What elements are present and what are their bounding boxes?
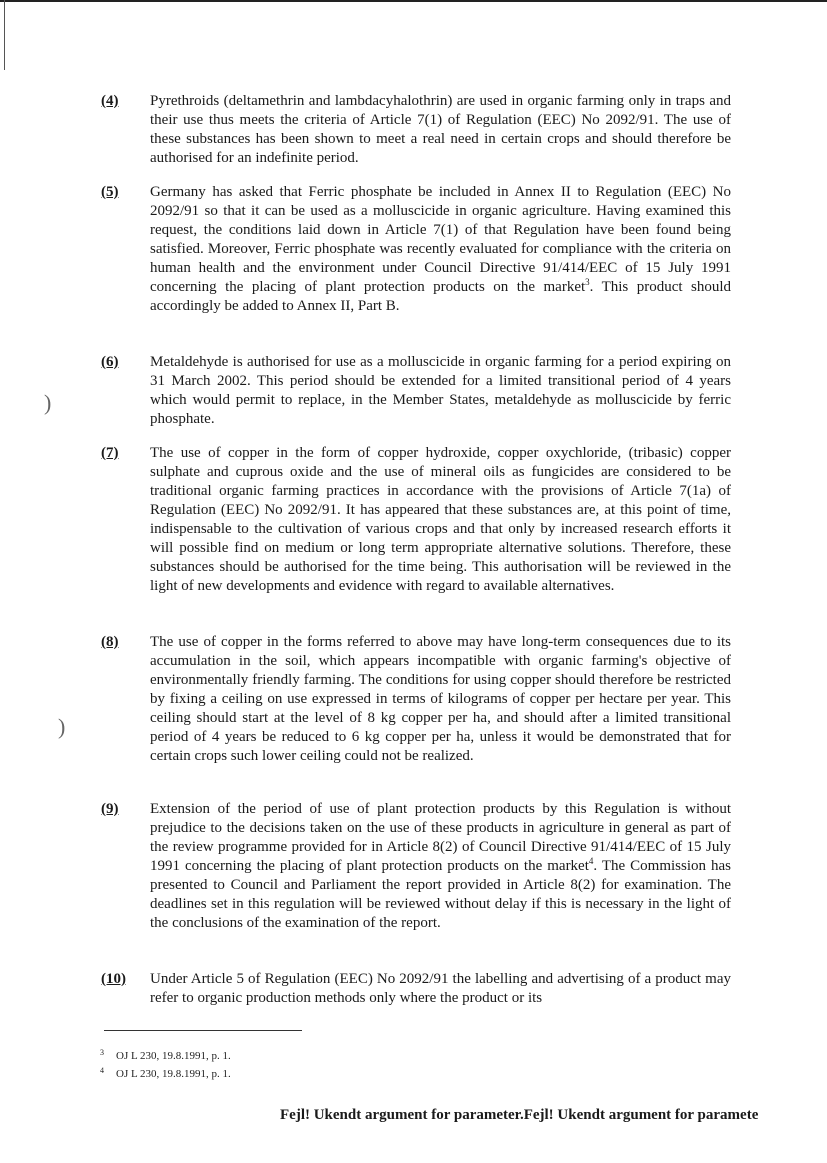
footnote-number: 3 <box>100 1048 104 1057</box>
footnote-ref: 4 <box>588 856 594 866</box>
recital-9 <box>101 800 731 933</box>
recital-text-part: . This product should accordingly be added to Annex II, Part B. <box>150 279 731 314</box>
recital-text: Under Article 5 of Regulation (EEC) No 2092/91 the labelling and advertising of a product may refer to organic production methods only where the product or its <box>150 971 731 1006</box>
recital-number: (8) <box>101 634 119 650</box>
recital-text-part: Germany has asked that Ferric phosphate be included in Annex II to Regulation (EEC) No 2092/91 so that it can be used as a molluscicide in organic agriculture. Having examined this request, the conditions laid down in Article 7(1) of that Regulation have been found being satisfied. Moreover, Ferric phosphate was recently evaluated for compliance with the criteria on human health and the environment under Council Directive 91/414/EEC of 15 July 1991 concerning the placing of plant protection products on the market <box>150 184 731 295</box>
footnote-4 <box>100 1066 231 1081</box>
recital-text <box>150 800 731 933</box>
recital-6 <box>101 353 731 429</box>
recital-number: (4) <box>101 93 119 109</box>
recital-7 <box>101 444 731 596</box>
recital-text <box>150 183 731 316</box>
recital-number: (5) <box>101 184 119 200</box>
recital-text: The use of copper in the form of copper hydroxide, copper oxychloride, (tribasic) copper sulphate and cuprous oxide and the use of mineral oils as fungicides are considered to be traditional organic farming practices in accordance with the provisions of Article 7(1a) of Regulation (EEC) No 2092/91. It has appeared that these substances are, at this point of time, indispensable to the cultivation of various crops and that only by increased research efforts it will possible find on medium or long term appropriate alternative solutions. Therefore, these substances should be authorised for the time being. This authorisation will be reviewed in the light of new developments and evidence with regard to available alternatives. <box>150 445 731 594</box>
footnote-separator <box>104 1030 302 1031</box>
scan-mark: ) <box>44 390 52 415</box>
recital-10 <box>101 970 731 1008</box>
recital-4 <box>101 92 731 168</box>
left-edge-mark <box>4 0 5 70</box>
recital-number: (9) <box>101 801 119 817</box>
recital-text-part: Extension of the period of use of plant protection products by this Regulation is without prejudice to the decisions taken on the use of these products in agriculture in general as part of the review programme provided for in Article 8(2) of Council Directive 91/414/EEC of 15 July 1991 concerning the placing of plant protection products on the market <box>150 801 731 874</box>
recital-number: (10) <box>101 971 126 987</box>
footnote-ref: 3 <box>585 277 590 287</box>
recital-number: (7) <box>101 445 119 461</box>
recital-text-part: . The Commission has presented to Council and Parliament the report provided in Article 8(2) for examination. The deadlines set in this regulation will be reviewed without delay if this is necessary in the light of the conclusions of the examination of the report. <box>150 858 731 931</box>
footnote-text: OJ L 230, 19.8.1991, p. 1. <box>116 1068 231 1080</box>
recital-text: The use of copper in the forms referred to above may have long-term consequences due to its accumulation in the soil, which appears incompatible with organic farming's objective of environmentally friendly farming. The conditions for using copper should therefore be restricted by fixing a ceiling on use expressed in terms of kilograms of copper per hectare per year. This ceiling should start at the level of 8 kg copper per ha, and should after a limited transitional period of 4 years be reduced to 6 kg copper per ha, unless it would be demonstrated that for certain crops such lower ceiling could not be realized. <box>150 634 731 764</box>
recital-5 <box>101 183 731 316</box>
scan-mark: ) <box>58 714 66 739</box>
footnote-3 <box>100 1048 231 1063</box>
recital-8 <box>101 633 731 766</box>
recital-text: Pyrethroids (deltamethrin and lambdacyhalothrin) are used in organic farming only in traps and their use thus meets the criteria of Article 7(1) of Regulation (EEC) No 2092/91. The use of these substances has been shown to meet a real need in certain crops and should therefore be authorised for an indefinite period. <box>150 93 731 166</box>
footnote-number: 4 <box>100 1066 104 1075</box>
footnote-text: OJ L 230, 19.8.1991, p. 1. <box>116 1050 231 1062</box>
recital-number: (6) <box>101 354 119 370</box>
top-border <box>0 0 827 2</box>
page-footer: Fejl! Ukendt argument for parameter.Fejl! Ukendt argument for paramete <box>280 1107 759 1123</box>
recital-text: Metaldehyde is authorised for use as a molluscicide in organic farming for a period expiring on 31 March 2002. This period should be extended for a limited transitional period of 4 years which would permit to replace, in the Member States, metaldehyde as molluscicide by ferric phosphate. <box>150 354 731 427</box>
